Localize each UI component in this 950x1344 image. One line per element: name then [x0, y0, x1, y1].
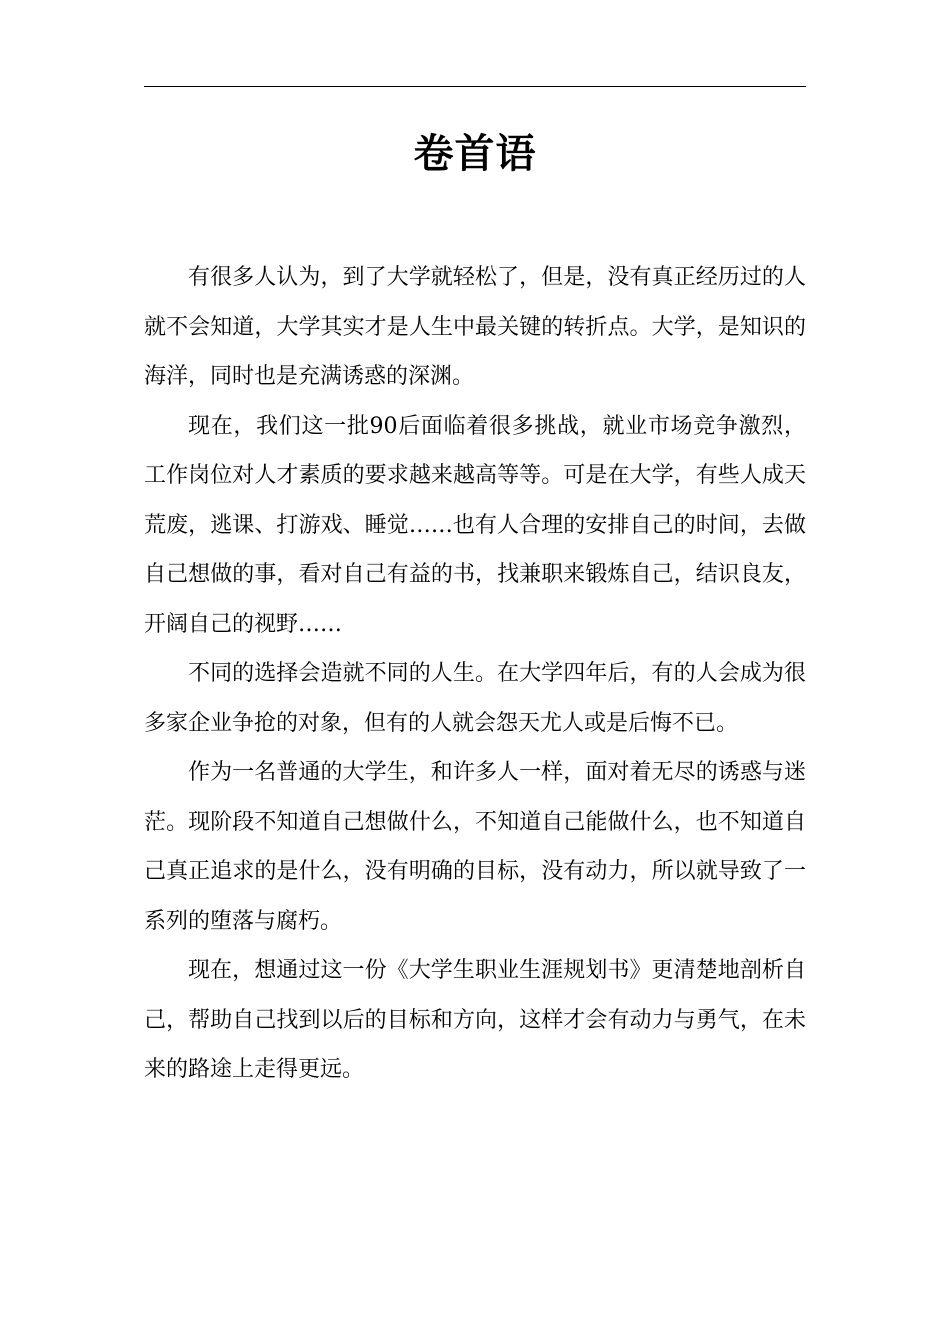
paragraph-2: 现在，我们这一批90后面临着很多挑战，就业市场竞争激烈，工作岗位对人才素质的要求越来越高等等。可是在大学，有些人成天荒废，逃课、打游戏、睡觉……也有人合理的安排自己的时间，去做自己想做的事，看对自己有益的书，找兼职来锻炼自己，结识良友，开阔自己的视野……: [144, 413, 806, 637]
paragraph-3: 不同的选择会造就不同的人生。在大学四年后，有的人会成为很多家企业争抢的对象，但有的人就会怨天尤人或是后悔不已。: [144, 661, 806, 736]
body-text: [144, 253, 806, 1095]
paragraph-4: 作为一名普通的大学生，和许多人一样，面对着无尽的诱惑与迷茫。现阶段不知道自己想做什么，不知道自己能做什么，也不知道自己真正追求的是什么，没有明确的目标，没有动力，所以就导致了一系列的堕落与腐朽。: [144, 760, 806, 934]
paragraph-1: 有很多人认为，到了大学就轻松了，但是，没有真正经历过的人就不会知道，大学其实才是人生中最关键的转折点。大学，是知识的海洋，同时也是充满诱惑的深渊。: [144, 265, 806, 389]
header-rule: [144, 86, 806, 87]
paragraph-5: 现在，想通过这一份《大学生职业生涯规划书》更清楚地剖析自己，帮助自己找到以后的目标和方向，这样才会有动力与勇气，在未来的路途上走得更远。: [144, 958, 806, 1082]
page-title: 卷首语: [413, 131, 537, 177]
